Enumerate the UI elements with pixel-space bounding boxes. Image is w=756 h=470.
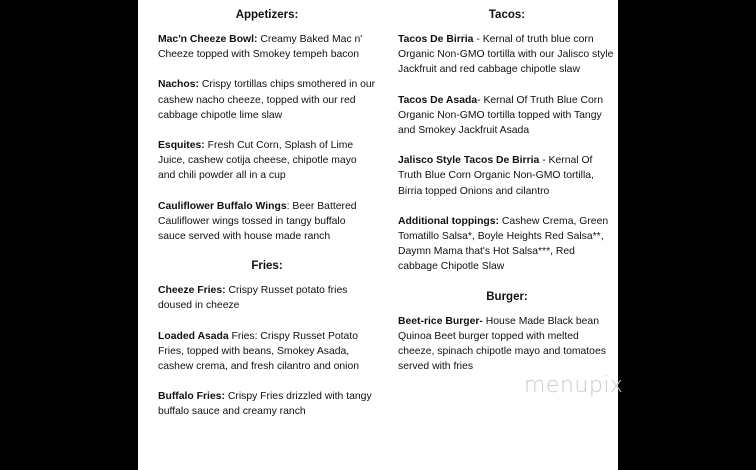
item-description: Fries: Crispy Russet Potato Fries, topped with beans, Smokey Asada, cashew crema, and fresh cilantro and onion — [158, 330, 359, 373]
menu-item-cheeze-fries — [158, 283, 376, 313]
item-name: Mac'n Cheeze Bowl: — [158, 34, 258, 45]
item-description: House Made Black bean Quinoa Beet burger topped with melted cheeze, spinach chipotle mayo and tomatoes served with fries — [398, 315, 606, 373]
item-name: Jalisco Style Tacos De Birria — [398, 155, 540, 167]
burger-heading: Burger: — [486, 290, 528, 303]
item-name: Tacos De Birria — [398, 34, 474, 45]
item-description: - Kernal Of Truth Blue Corn Organic Non-GMO tortilla topped with Tangy and Smokey Jackfruit Asada — [398, 94, 604, 137]
item-description: Creamy Baked Mac n' Cheeze topped with Smokey tempeh bacon — [158, 34, 363, 61]
item-description: Crispy tortillas chips smothered in our cashew nacho cheeze, topped with our red cabbage chipotle lime slaw — [158, 79, 376, 121]
menu-page — [138, 0, 618, 470]
menu-item-jalisco-style-tacos-de-birria — [398, 153, 616, 199]
item-name: Buffalo Fries: — [158, 391, 225, 403]
item-description: Cashew Crema, Green Tomatillo Salsa*, Boyle Heights Red Salsa**, Daymn Mama that's Hot Salsa***, Red cabbage Chipotle Slaw — [398, 215, 609, 273]
item-description: Crispy Fries drizzled with tangy buffalo sauce and creamy ranch — [158, 391, 372, 418]
menu-column-left — [158, 8, 376, 435]
appetizers-heading: Appetizers: — [235, 9, 299, 21]
item-description: - Kernal Of Truth Blue Corn Organic Non-GMO tortilla, Birria topped Onions and cilantro — [398, 155, 594, 197]
item-description: Fresh Cut Corn, Splash of Lime Juice, cashew cotija cheese, chipotle mayo and chili powder all in a cup — [158, 140, 357, 182]
item-name: Cauliflower Buffalo Wings — [158, 200, 287, 212]
item-name: Cheeze Fries: — [158, 285, 226, 297]
menu-item-tacos-de-asada — [398, 93, 616, 139]
item-description: - Kernal of truth blue corn Organic Non-GMO tortilla with our Jalisco style Jackfruit and red cabbage chipotle slaw — [398, 34, 614, 76]
item-name: Beet-rice Burger- — [398, 315, 483, 327]
menu-item-loaded-asada-fries — [158, 329, 376, 375]
menupix-watermark: menupix — [524, 373, 624, 398]
item-description: : Beer Battered Cauliflower wings tossed in tangy buffalo sauce served with house made ranch — [158, 200, 357, 243]
menu-item-beet-rice-burger — [398, 314, 616, 375]
menu-column-right — [398, 8, 616, 389]
item-description: Crispy Russet potato fries doused in cheeze — [158, 285, 348, 312]
menu-item-cauliflower-buffalo-wings — [158, 199, 376, 245]
item-name: Nachos: — [158, 79, 199, 91]
item-name: Esquites: — [158, 140, 205, 152]
item-name: Tacos De Asada — [398, 94, 478, 106]
tacos-heading: Tacos: — [488, 9, 526, 21]
menu-item-esquites — [158, 138, 376, 184]
menu-item-additional-toppings — [398, 214, 616, 275]
menu-item-buffalo-fries — [158, 389, 376, 419]
menu-item-mac-n-cheeze-bowl — [158, 32, 376, 62]
menu-item-tacos-de-birria — [398, 32, 616, 78]
fries-heading: Fries: — [251, 260, 283, 273]
item-name: Loaded Asada — [158, 330, 229, 342]
item-name: Additional toppings: — [398, 215, 499, 227]
menu-item-nachos — [158, 77, 376, 123]
